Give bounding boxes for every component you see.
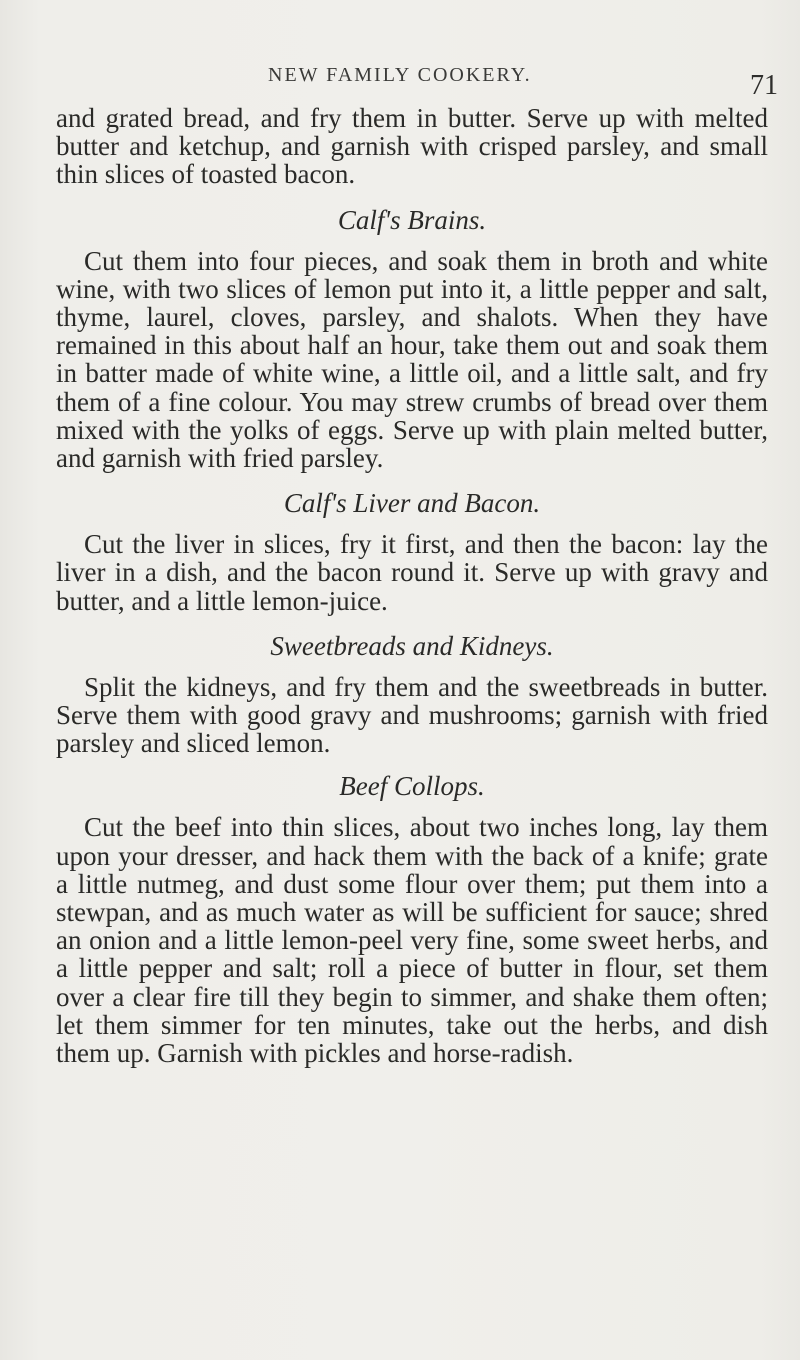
heading-beef-collops: Beef Collops. [339,771,485,802]
paragraph-continuation: and grated bread, and fry them in butter. Serve up with melted butter and ketchup, and garnish with crisped parsley, and small thin slices of toasted bacon. [56,103,768,190]
heading-calfs-liver-and-bacon: Calf's Liver and Bacon. [283,488,541,519]
heading-sweetbreads-and-kidneys: Sweetbreads and Kidneys. [270,630,554,661]
paragraph-sweetbreads-and-kidneys: Split the kidneys, and fry them and the sweetbreads in butter. Serve them with good gravy and mushrooms; garnish with fried parsley and sliced lemon. [56,671,768,759]
paragraph-calfs-brains: Cut them into four pieces, and soak them in broth and white wine, with two slices of lemon put into it, a little pepper and salt, thyme, laurel, cloves, parsley, and shalots. When they have remained in this about half an hour, take them out and soak them in batter made of white wine, a little oil, and a little salt, and fry them of a fine colour. You may strew crumbs of bread over them mixed with the yolks of eggs. Serve up with plain melted butter, and garnish with fried parsley. [56,245,768,474]
paragraph-beef-collops: Cut the beef into thin slices, about two inches long, lay them upon your dresser, and hack them with the back of a knife; grate a little nutmeg, and dust some flour over them; put them into a stewpan, and as much water as will be sufficient for sauce; shred an onion and a little lemon-peel very fine, some sweet herbs, and a little pepper and salt; roll a piece of butter in flour, set them over a clear fire till they begin to simmer, and shake them often; let them simmer for ten minutes, take out the herbs, and dish them up. Garnish with pickles and horse-radish. [56,812,768,1069]
running-title: NEW FAMILY COOKERY. [268,64,532,86]
page-number: 71 [750,70,778,101]
paragraph-calfs-liver-and-bacon: Cut the liver in slices, fry it first, and then the bacon: lay the liver in a dish, and the bacon round it. Serve up with gravy and butter, and a little lemon-juice. [56,529,768,616]
page-text [56,104,768,1067]
heading-calfs-brains: Calf's Brains. [337,204,487,235]
